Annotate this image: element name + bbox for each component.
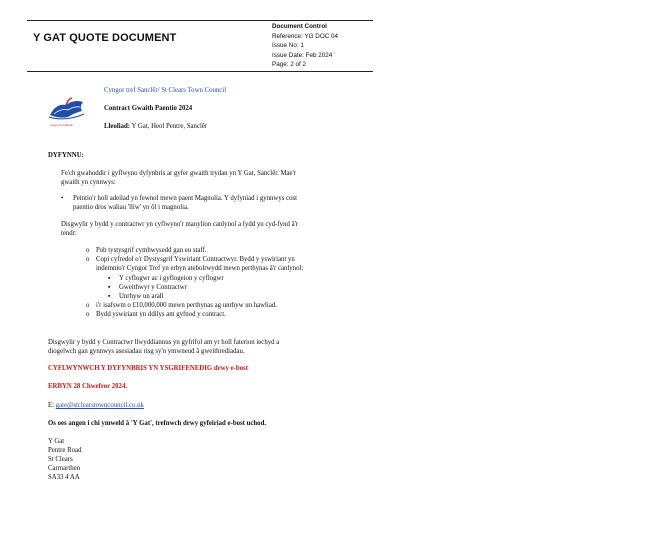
intro-line-1: Fe'ch gwahoddir i gyflwyno dyfynbris ar gyfer gwaith trydan yn Y Gat, Sanclêr. Mae'r (61, 170, 297, 177)
health-line-1: Disgwylir y bydd y Contractwr llwyddiannus yn gyfrifol am yr holl faterion iechyd a (48, 339, 280, 346)
document-control-title: Document Control (272, 23, 327, 30)
deadline: ERBYN 28 Chwefror 2024. (48, 383, 128, 390)
page-number: Page: 2 of 2 (272, 61, 306, 68)
square-bullet-icon: ▪ (108, 275, 111, 282)
email-line (48, 401, 144, 410)
address-line: Y Gat (48, 438, 65, 445)
circle-bullet-icon: o (86, 302, 90, 309)
square-bullet-icon: ▪ (108, 293, 111, 300)
email-prefix: E: (48, 402, 56, 409)
council-name: Cyngor tref Sanclêr/ St Clears Town Council (104, 87, 227, 94)
square-bullet-icon: ▪ (108, 284, 111, 291)
expect-line-2: tendr: (61, 230, 77, 237)
section-heading: DYFYNNU: (48, 152, 84, 159)
sub-requirement: Gweithwyr y Contractwr (119, 284, 187, 291)
issue-date: Issue Date: Feb 2024 (272, 51, 333, 59)
address-line: Carmarthen (48, 465, 81, 472)
visit-note: Os oes angen i chi ymweld â 'Y Gat', trefnwch drwy gyfeiriad e-bost uchod. (48, 420, 267, 427)
document-title: Y GAT QUOTE DOCUMENT (33, 32, 177, 44)
intro-line-2: gwaith yn cynnwys: (61, 179, 116, 186)
address-line: St Clears (48, 456, 73, 463)
expect-line-1: Disgwylir y bydd y contractwr yn cyflwyno'r manylion canlynol a fydd yn cyd-fynd â'r (61, 221, 299, 228)
town-council-crest-icon (46, 93, 88, 127)
location-line (104, 122, 207, 131)
location-value: Y Gat, Heol Pentre, Sanclêr (130, 123, 208, 130)
sub-requirement: Unrhyw un arall (119, 293, 164, 300)
work-bullet-line-2: paentio dros waliau 'lliw' yn ôl i magnolia. (73, 204, 189, 211)
email-link[interactable]: gate@stclearstowncouncil.co.uk (55, 402, 144, 409)
header-top-rule (27, 20, 373, 21)
requirement-item: i'r isafswm o £10,000,000 mewn perthynas ag unrhyw un hawliad. (96, 302, 277, 309)
document-reference: Reference: YG DOC 04 (272, 32, 339, 40)
circle-bullet-icon: o (86, 256, 90, 263)
sub-requirement: Y cyflogwr ac i gyflogeion y cyflogwr (119, 275, 224, 282)
requirement-item: Bydd yswiriant yn ddilys am gyfnod y contract. (96, 311, 226, 318)
requirement-item: Pob tystysgrif cymhwysedd gan eu staff. (96, 247, 207, 254)
bullet-dot-icon: • (61, 195, 64, 202)
circle-bullet-icon: o (86, 311, 90, 318)
work-bullet-line-1: Peintio'r holl adeilad yn fewnol mewn paent Magnolia. Y dyfyniad i gynnwys cost (73, 195, 298, 202)
logo-caption: Cyngor Tref Sanclêr (50, 124, 74, 127)
health-line-2: diogelwch gan gynnwys asesiadau risg sy'n ymwneud â gweithrediadau. (48, 348, 245, 355)
contract-title: Contract Gwaith Paentio 2024 (104, 105, 193, 112)
circle-bullet-icon: o (86, 247, 90, 254)
requirement-item: Copi cyfredol o'r Dystysgrif Yswiriant Contractwyr. Bydd y yswiriant yn (96, 256, 295, 263)
issue-number: Issue No: 1 (272, 42, 304, 49)
location-label: Lleoliad: (104, 123, 131, 130)
address-line: Pentre Road (48, 447, 82, 454)
submit-notice: CYFLWYNWCH Y DYFYNBRIS YN YSGRIFENEDIG drwy e-bost (48, 365, 249, 372)
address-line: SA33 4 AA (48, 474, 80, 481)
header-bottom-rule (27, 71, 373, 72)
document-control (272, 22, 338, 70)
requirement-item-cont: indemnio'r Cyngor Tref yn erbyn atebolrwydd mewn perthynas â'r canlynol: (96, 265, 304, 272)
